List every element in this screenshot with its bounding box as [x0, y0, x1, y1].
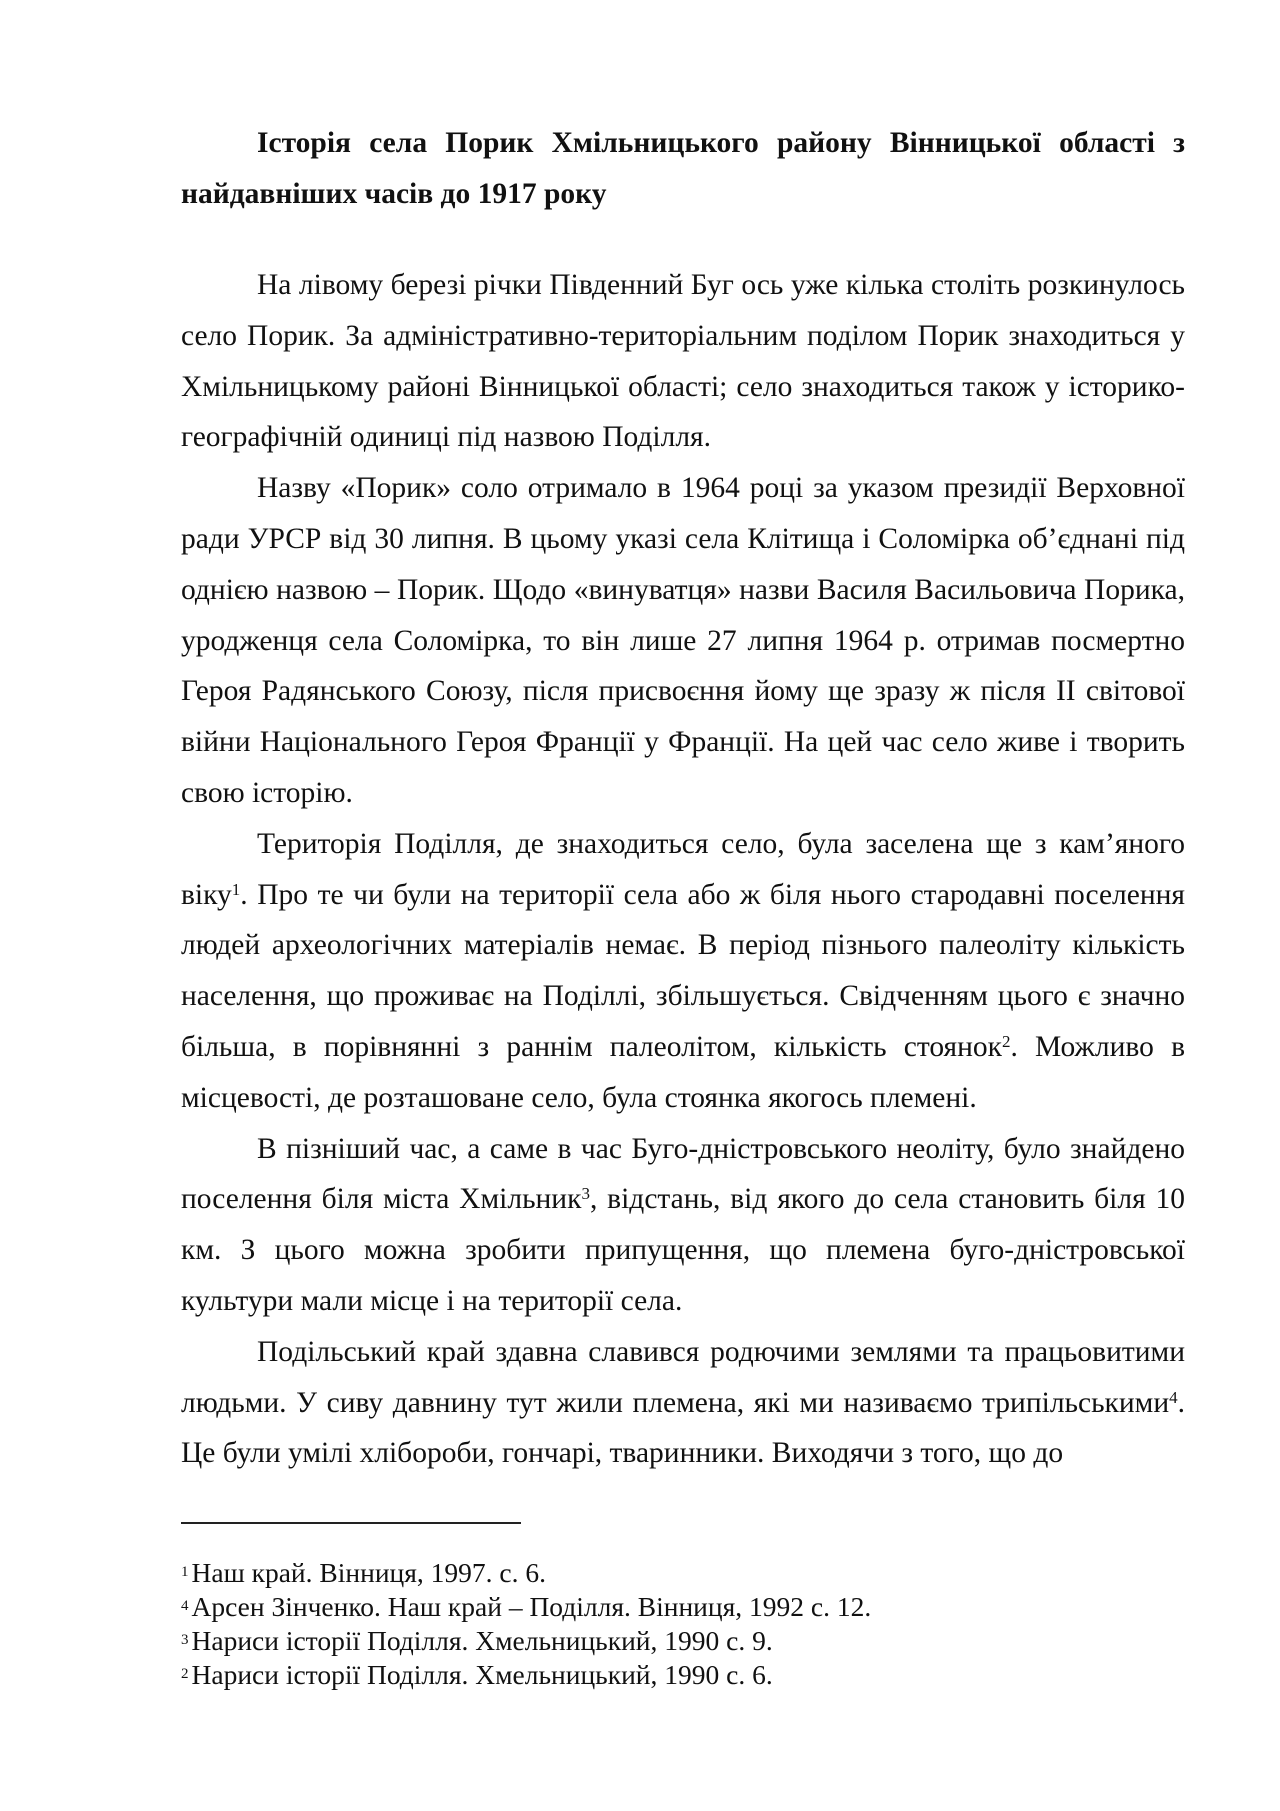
document-title: Історія села Порик Хмільницького району Вінницької області з найдавніших часів до 1917 року	[181, 127, 1185, 210]
paragraph-4	[181, 1124, 1185, 1327]
paragraph-3	[181, 819, 1185, 1124]
footnotes-section	[181, 1522, 1185, 1692]
footnote-text: Нариси історії Поділля. Хмельницький, 1990 с. 6.	[191, 1659, 773, 1690]
footnote-mark: 3	[181, 1632, 189, 1648]
footnote-ref-2[interactable]: 2	[1001, 1031, 1011, 1051]
paragraph-4-text-a: В пізніший час, а саме в час Буго-дністровського неоліту, було знайдено поселення біля міста Хмільник	[181, 1132, 1185, 1216]
footnote-item	[181, 1590, 1185, 1624]
paragraph-3-text-a: Територія Поділля, де знаходиться село, була заселена ще з кам’яного віку	[181, 827, 1185, 911]
paragraph-5-text-b: . Це були умілі хлібороби, гончарі, тваринники. Виходячи з того, що до	[181, 1386, 1185, 1470]
paragraph-2: Назву «Порик» соло отримало в 1964 році за указом президії Верховної ради УРСР від 30 липня. В цьому указі села Клітища і Соломірка об’єднані під однією назвою – Порик. Щодо «винуватця» назви Василя Васильовича Порика, уродженця села Соломірка, то він лише 27 липня 1964 р. отримав посмертно Героя Радянського Союзу, після присвоєння йому ще зразу ж після ІІ світової війни Національного Героя Франції у Франції. На цей час село живе і творить свою історію.	[181, 472, 1185, 809]
footnote-mark: 1	[181, 1564, 189, 1580]
footnote-separator	[181, 1522, 521, 1524]
footnote-mark: 2	[181, 1666, 189, 1682]
paragraph-5	[181, 1327, 1185, 1479]
footnote-text: Наш край. Вінниця, 1997. с. 6.	[191, 1557, 546, 1588]
footnote-text: Нариси історії Поділля. Хмельницький, 1990 с. 9.	[191, 1625, 773, 1656]
footnote-item	[181, 1556, 1185, 1590]
document-page	[181, 118, 1185, 1479]
footnote-ref-3[interactable]: 3	[581, 1184, 590, 1204]
footnote-ref-1[interactable]: 1	[231, 879, 241, 899]
footnote-ref-4[interactable]: 4	[1169, 1387, 1178, 1407]
footnote-text: Арсен Зінченко. Наш край – Поділля. Вінниця, 1992 с. 12.	[191, 1591, 872, 1622]
paragraph-1: На лівому березі річки Південний Буг ось уже кілька століть розкинулось село Порик. За адміністративно-територіальним поділом Порик знаходиться у Хмільницькому районі Вінницької області; село знаходиться також у історико-географічній одиниці під назвою Поділля.	[181, 269, 1185, 454]
footnote-item	[181, 1624, 1185, 1658]
paragraph-4-text-b: , відстань, від якого до села становить біля 10 км. З цього можна зробити припущення, що племена буго-дністровської культури мали місце і на території села.	[181, 1183, 1186, 1317]
paragraph-3-text-c: . Можливо в місцевості, де розташоване село, була стоянка якогось племені.	[181, 1030, 1185, 1114]
footnote-mark: 4	[181, 1598, 189, 1614]
paragraph-3-text-b: . Про те чи були на території села або ж біля нього стародавні поселення людей археологічних матеріалів немає. В період пізнього палеоліту кількість населення, що проживає на Поділлі, збільшується. Свідченням цього є значно більша, в порівнянні з раннім палеолітом, кількість стоянок	[181, 878, 1185, 1063]
paragraph-5-text-a: Подільський край здавна славився родючими землями та працьовитими людьми. У сиву давнину тут жили племена, які ми називаємо трипільськими	[181, 1335, 1185, 1419]
footnote-item	[181, 1658, 1185, 1692]
